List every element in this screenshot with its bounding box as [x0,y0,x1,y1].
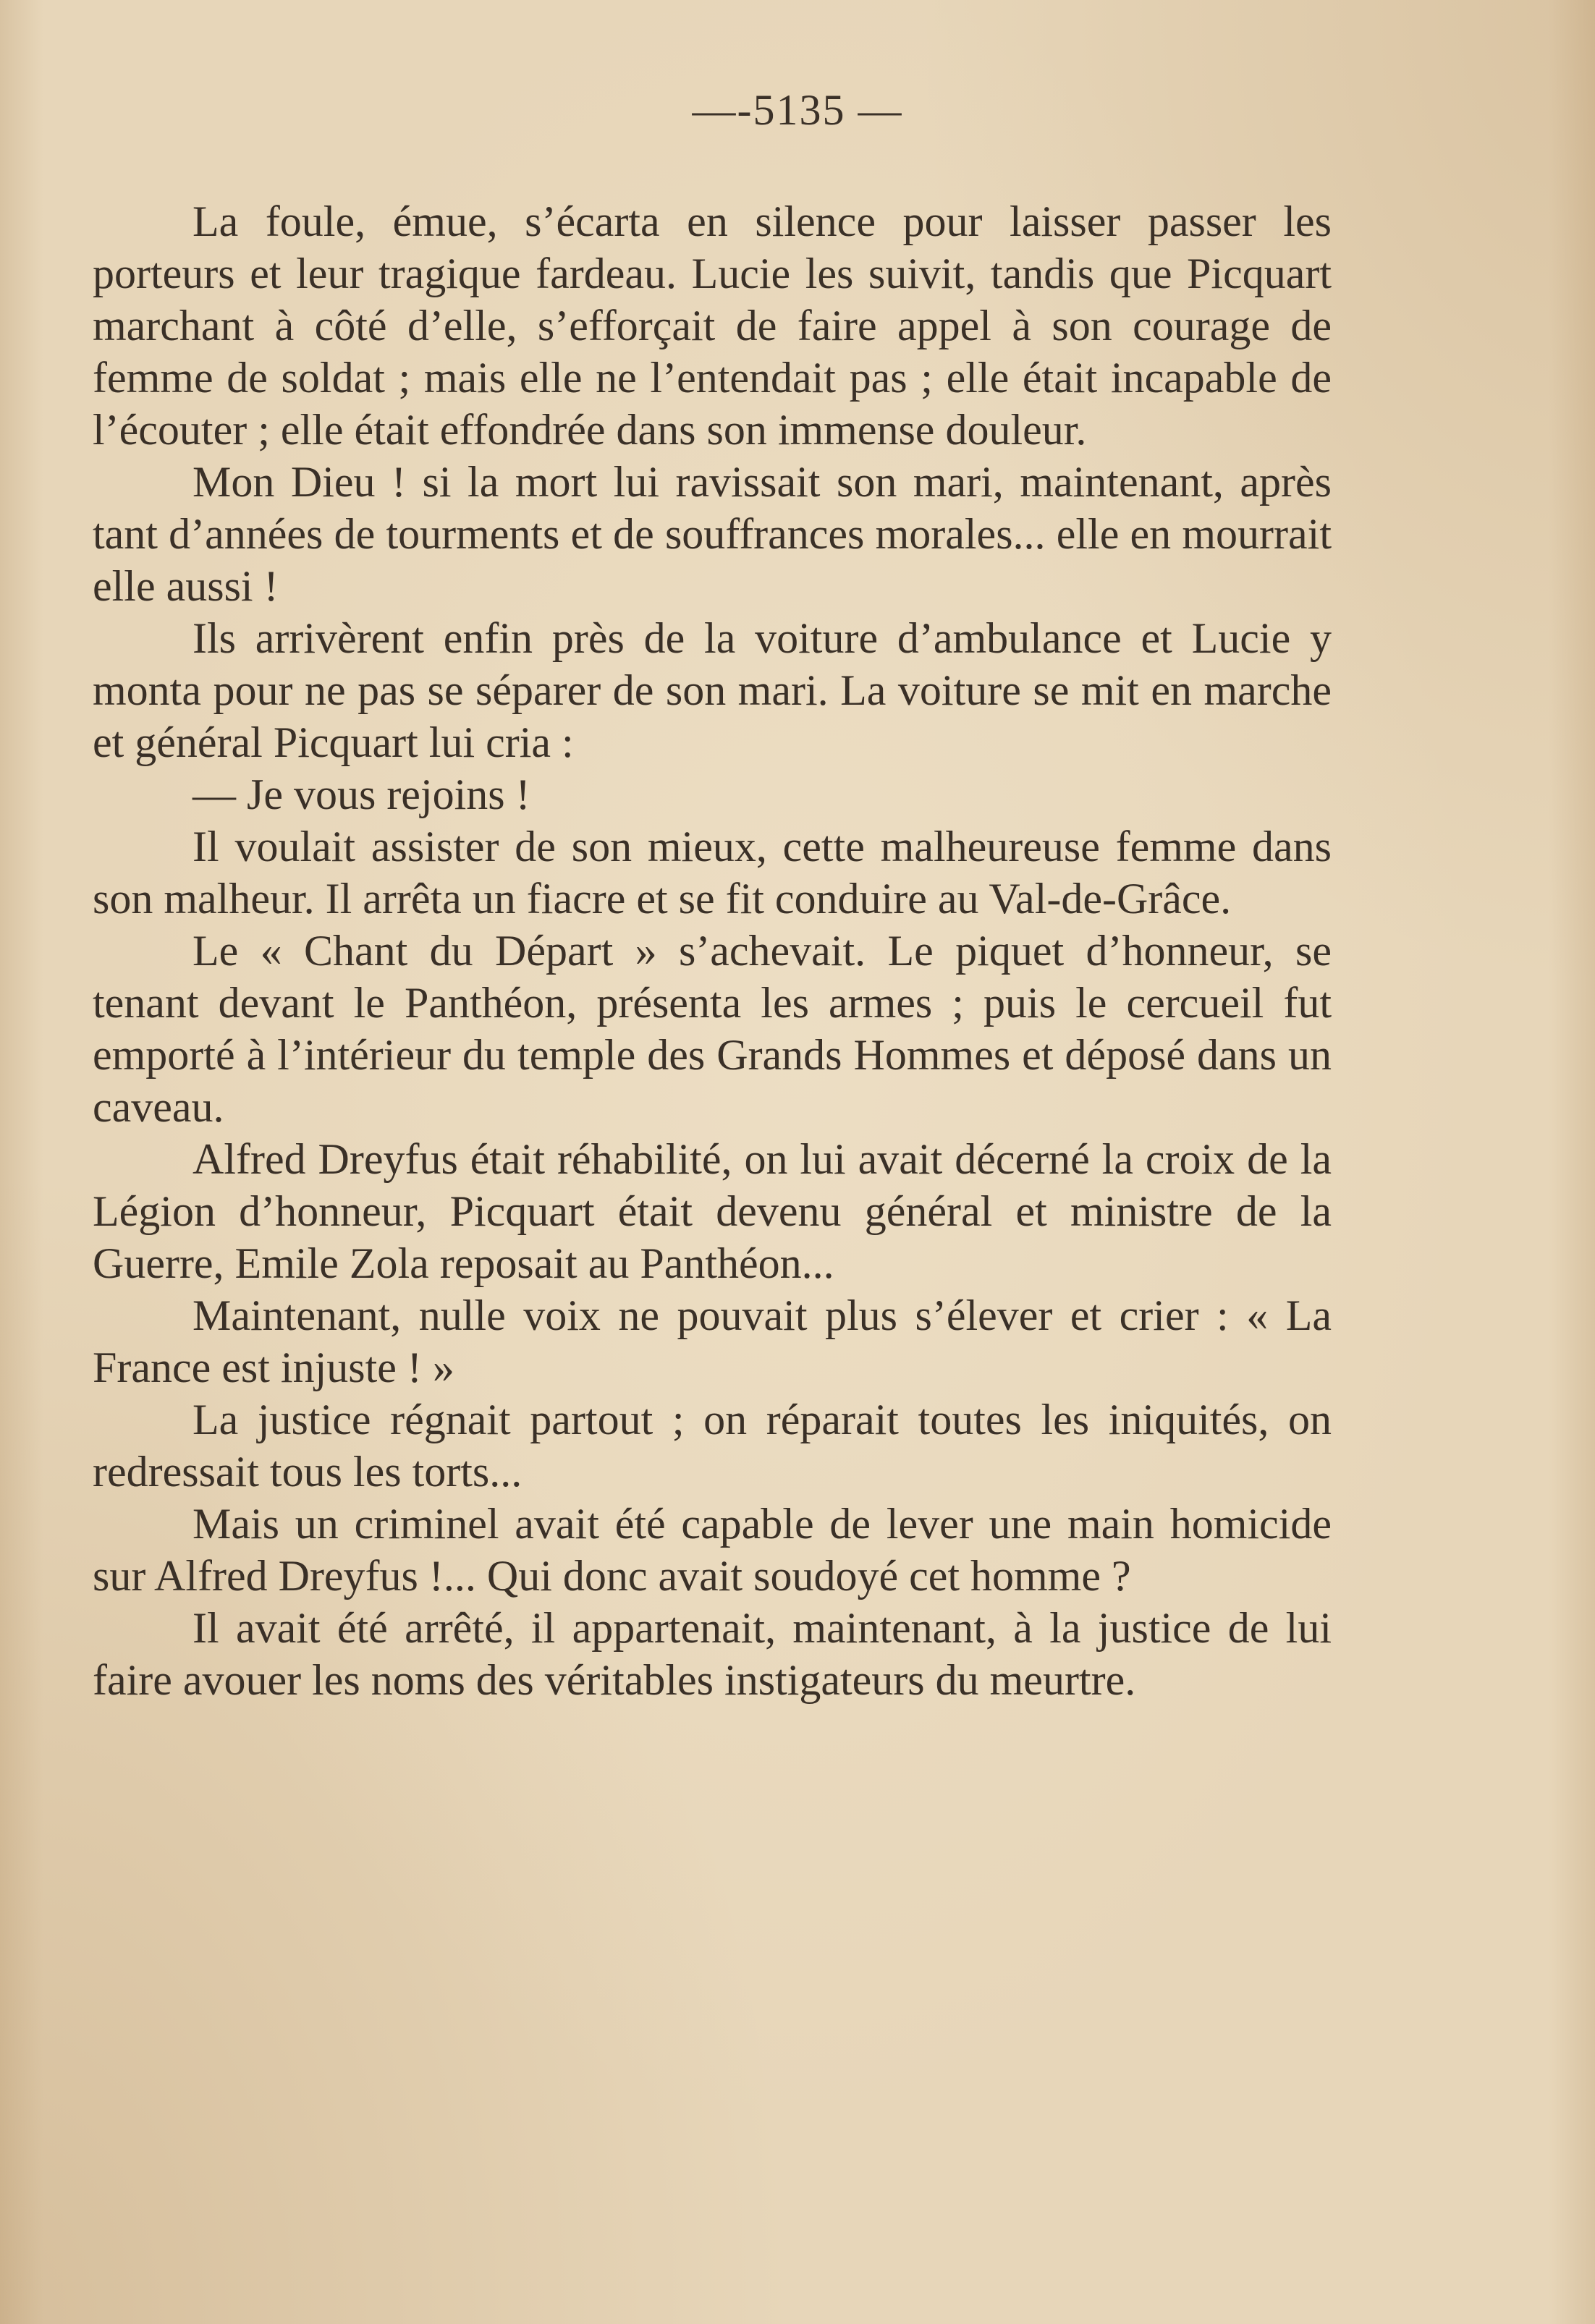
paragraph: La justice régnait partout ; on réparait toutes les iniquités, on redressait tous les torts... [93,1396,1332,1496]
paragraph: Il voulait assister de son mieux, cette malheureuse femme dans son malheur. Il arrêta un fiacre et se fit conduire au Val-de-Grâce. [93,823,1332,923]
paragraph: Ils arrivèrent enfin près de la voiture d’ambulance et Lucie y monta pour ne pas se séparer de son mari. La voiture se mit en marche et général Picquart lui cria : [93,614,1332,766]
paragraph: — Je vous rejoins ! [192,771,530,818]
paragraph: Maintenant, nulle voix ne pouvait plus s’élever et crier : « La France est injuste ! » [93,1292,1332,1391]
body-text [93,195,1332,1706]
paragraph: Alfred Dreyfus était réhabilité, on lui avait décerné la croix de la Légion d’honneur, Picquart était devenu général et ministre de la Guerre, Emile Zola reposait au Panthéon... [93,1135,1332,1287]
paragraph: Mais un criminel avait été capable de lever une main homicide sur Alfred Dreyfus !... Qui donc avait soudoyé cet homme ? [93,1500,1332,1600]
paragraph: La foule, émue, s’écarta en silence pour laisser passer les porteurs et leur tragique fardeau. Lucie les suivit, tandis que Picquart marchant à côté d’elle, s’efforçait de faire appel à son courage de femme de soldat ; mais elle ne l’entendait pas ; elle était incapable de l’écouter ; elle était effondrée dans son immense douleur. [93,198,1332,454]
paragraph: Il avait été arrêté, il appartenait, maintenant, à la justice de lui faire avouer les noms des véritables instigateurs du meurtre. [93,1604,1332,1704]
page-number: —-5135 — [692,86,903,134]
paragraph: Le « Chant du Départ » s’achevait. Le piquet d’honneur, se tenant devant le Panthéon, présenta les armes ; puis le cercueil fut emporté à l’intérieur du temple des Grands Hommes et déposé dans un caveau. [93,927,1332,1131]
paragraph: Mon Dieu ! si la mort lui ravissait son mari, maintenant, après tant d’années de tourments et de souffrances morales... elle en mourrait elle aussi ! [93,458,1332,610]
